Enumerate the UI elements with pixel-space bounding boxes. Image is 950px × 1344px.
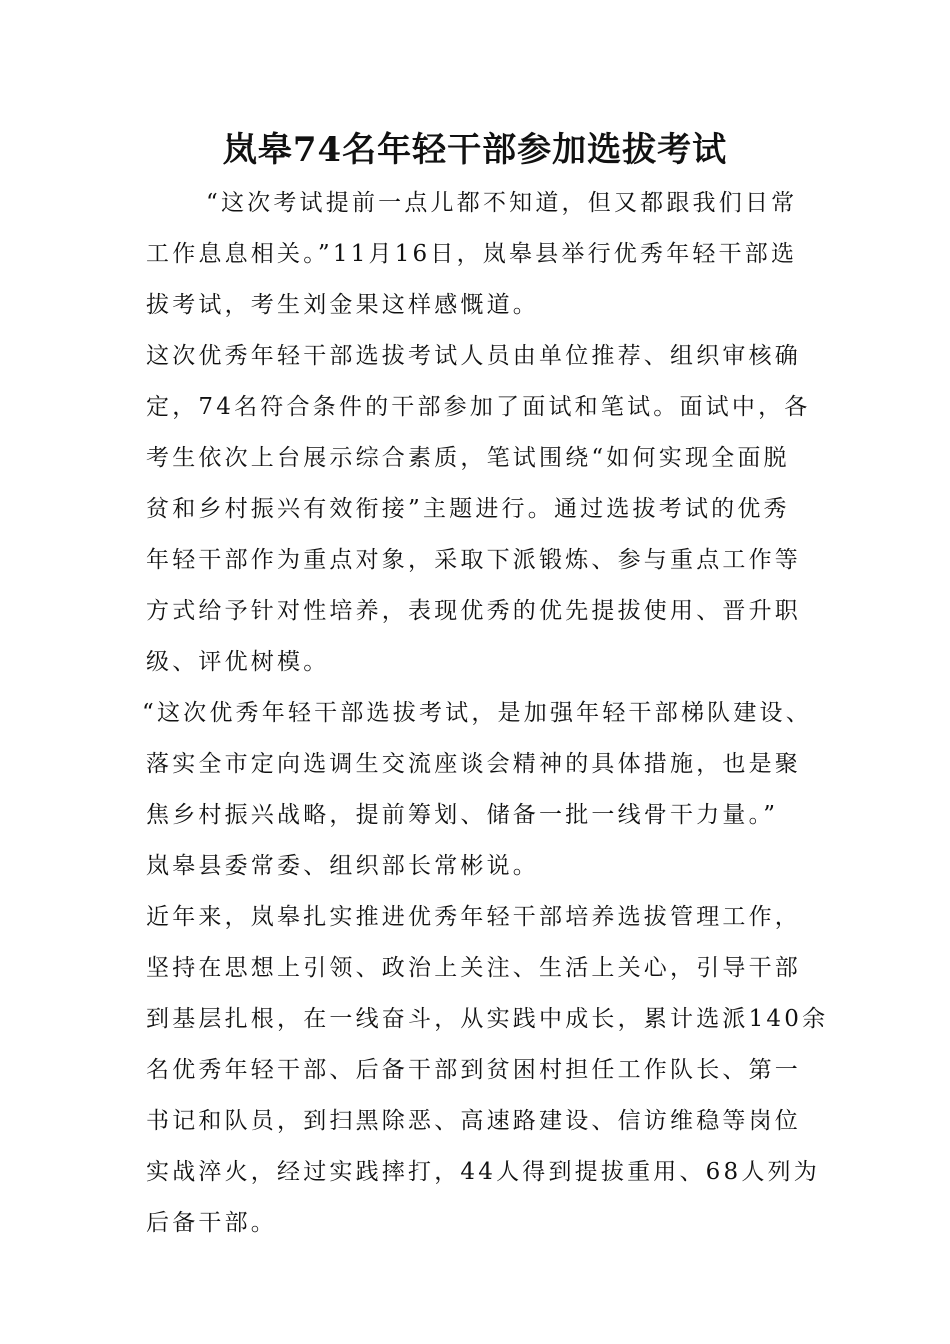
paragraph-line: “这次考试提前一点儿都不知道，但又都跟我们日常 bbox=[206, 190, 798, 216]
paragraph-line: 年轻干部作为重点对象，采取下派锻炼、参与重点工作等 bbox=[146, 547, 801, 573]
paragraph-line: 坚持在思想上引领、政治上关注、生活上关心，引导干部 bbox=[146, 955, 801, 981]
article-title: 岚皋74名年轻干部参加选拔考试 bbox=[222, 130, 728, 170]
paragraph-line: 贫和乡村振兴有效衔接”主题进行。通过选拔考试的优秀 bbox=[146, 496, 790, 522]
paragraph-line: 书记和队员，到扫黑除恶、高速路建设、信访维稳等岗位 bbox=[146, 1108, 801, 1134]
paragraph-line: 实战淬火，经过实践摔打，44人得到提拔重用、68人列为 bbox=[146, 1159, 820, 1185]
paragraph-line: 这次优秀年轻干部选拔考试人员由单位推荐、组织审核确 bbox=[146, 343, 801, 369]
paragraph-line: 方式给予针对性培养，表现优秀的优先提拔使用、晋升职 bbox=[146, 598, 801, 624]
paragraph-line: 考生依次上台展示综合素质，笔试围绕“如何实现全面脱 bbox=[146, 445, 790, 471]
paragraph-line: 拔考试，考生刘金果这样感慨道。 bbox=[146, 292, 539, 318]
paragraph-line: 名优秀年轻干部、后备干部到贫困村担任工作队长、第一 bbox=[146, 1057, 801, 1083]
paragraph-line: 岚皋县委常委、组织部长常彬说。 bbox=[146, 853, 539, 879]
paragraph-line: 到基层扎根，在一线奋斗，从实践中成长，累计选派140余 bbox=[146, 1006, 829, 1032]
paragraph-line: “这次优秀年轻干部选拔考试，是加强年轻干部梯队建设、 bbox=[142, 700, 812, 726]
paragraph-line: 定，74名符合条件的干部参加了面试和笔试。面试中，各 bbox=[146, 394, 811, 420]
paragraph-line: 近年来，岚皋扎实推进优秀年轻干部培养选拔管理工作， bbox=[146, 904, 801, 930]
paragraph-line: 级、评优树模。 bbox=[146, 649, 330, 675]
paragraph-line: 后备干部。 bbox=[146, 1210, 277, 1236]
paragraph-line: 焦乡村振兴战略，提前筹划、储备一批一线骨干力量。” bbox=[146, 802, 779, 828]
paragraph-line: 落实全市定向选调生交流座谈会精神的具体措施，也是聚 bbox=[146, 751, 801, 777]
article-body bbox=[142, 178, 829, 1249]
paragraph-line: 工作息息相关。”11月16日，岚皋县举行优秀年轻干部选 bbox=[146, 241, 798, 267]
